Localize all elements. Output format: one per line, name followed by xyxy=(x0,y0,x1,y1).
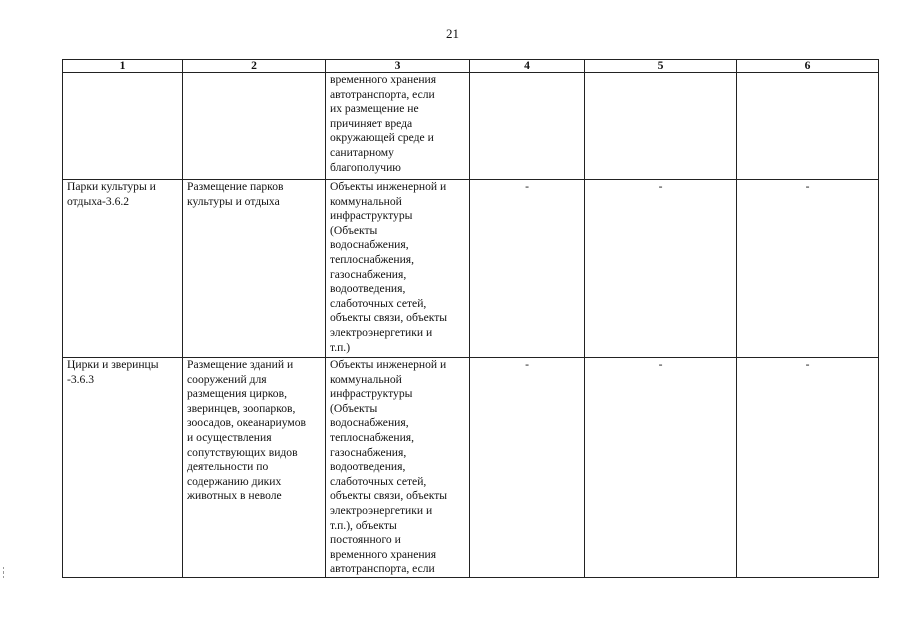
table-row xyxy=(63,358,879,578)
column-header-4: 4 xyxy=(470,60,585,73)
use-type-parks: Парки культуры и отдыха-3.6.2 xyxy=(67,180,156,208)
cell-text-continued: временного хранения автотранспорта, если их размещение не причиняет вреда окружающей среде и санитарному благополучию xyxy=(330,73,437,174)
column-header-1: 1 xyxy=(63,60,183,73)
table-cell-col4: - xyxy=(470,180,585,358)
table-cell-col5: - xyxy=(585,180,737,358)
table-cell-use-type xyxy=(63,73,183,180)
table-cell-col6: - xyxy=(737,358,879,578)
table-cell-col5 xyxy=(585,73,737,180)
table-cell-col5: - xyxy=(585,358,737,578)
table-cell-description: Размещение парков культуры и отдыха xyxy=(183,180,326,358)
table-row xyxy=(63,73,879,180)
table-cell-col6: - xyxy=(737,180,879,358)
table-cell-use-type xyxy=(63,358,183,578)
table-cell-col4 xyxy=(470,73,585,180)
table-cell-use-type xyxy=(63,180,183,358)
table-header-row xyxy=(63,60,879,73)
column-header-2: 2 xyxy=(183,60,326,73)
table-row xyxy=(63,180,879,358)
table-cell-description xyxy=(183,73,326,180)
table-cell-allowed-objects: Объекты инженерной и коммунальной инфраструктуры (Объекты водоснабжения, теплоснабжения, газоснабжения, водоотведения, слаботочных сетей, объекты связи, объекты электроэнергетики и т.п.), объекты постоянного и временного хранения автотранспорта, если xyxy=(326,358,470,578)
use-type-circus: Цирки и зверинцы -3.6.3 xyxy=(67,358,159,386)
table-cell-col6 xyxy=(737,73,879,180)
table-cell-description: Размещение зданий и сооружений для размещения цирков, зверинцев, зоопарков, зоосадов, океанариумов и осуществления сопутствующих видов деятельности по содержанию диких животных в неволе xyxy=(183,358,326,578)
land-use-table xyxy=(62,59,879,578)
table-cell-col4: - xyxy=(470,358,585,578)
margin-tick-icon xyxy=(2,566,6,580)
table-cell-allowed-objects: Объекты инженерной и коммунальной инфраструктуры (Объекты водоснабжения, теплоснабжения, газоснабжения, водоотведения, слаботочных сетей, объекты связи, объекты электроэнергетики и т.п.) xyxy=(326,180,470,358)
table-cell-allowed-objects xyxy=(326,73,470,180)
column-header-6: 6 xyxy=(737,60,879,73)
scan-margin-mark xyxy=(2,566,10,580)
page-number: 21 xyxy=(446,26,459,41)
column-header-5: 5 xyxy=(585,60,737,73)
column-header-3: 3 xyxy=(326,60,470,73)
